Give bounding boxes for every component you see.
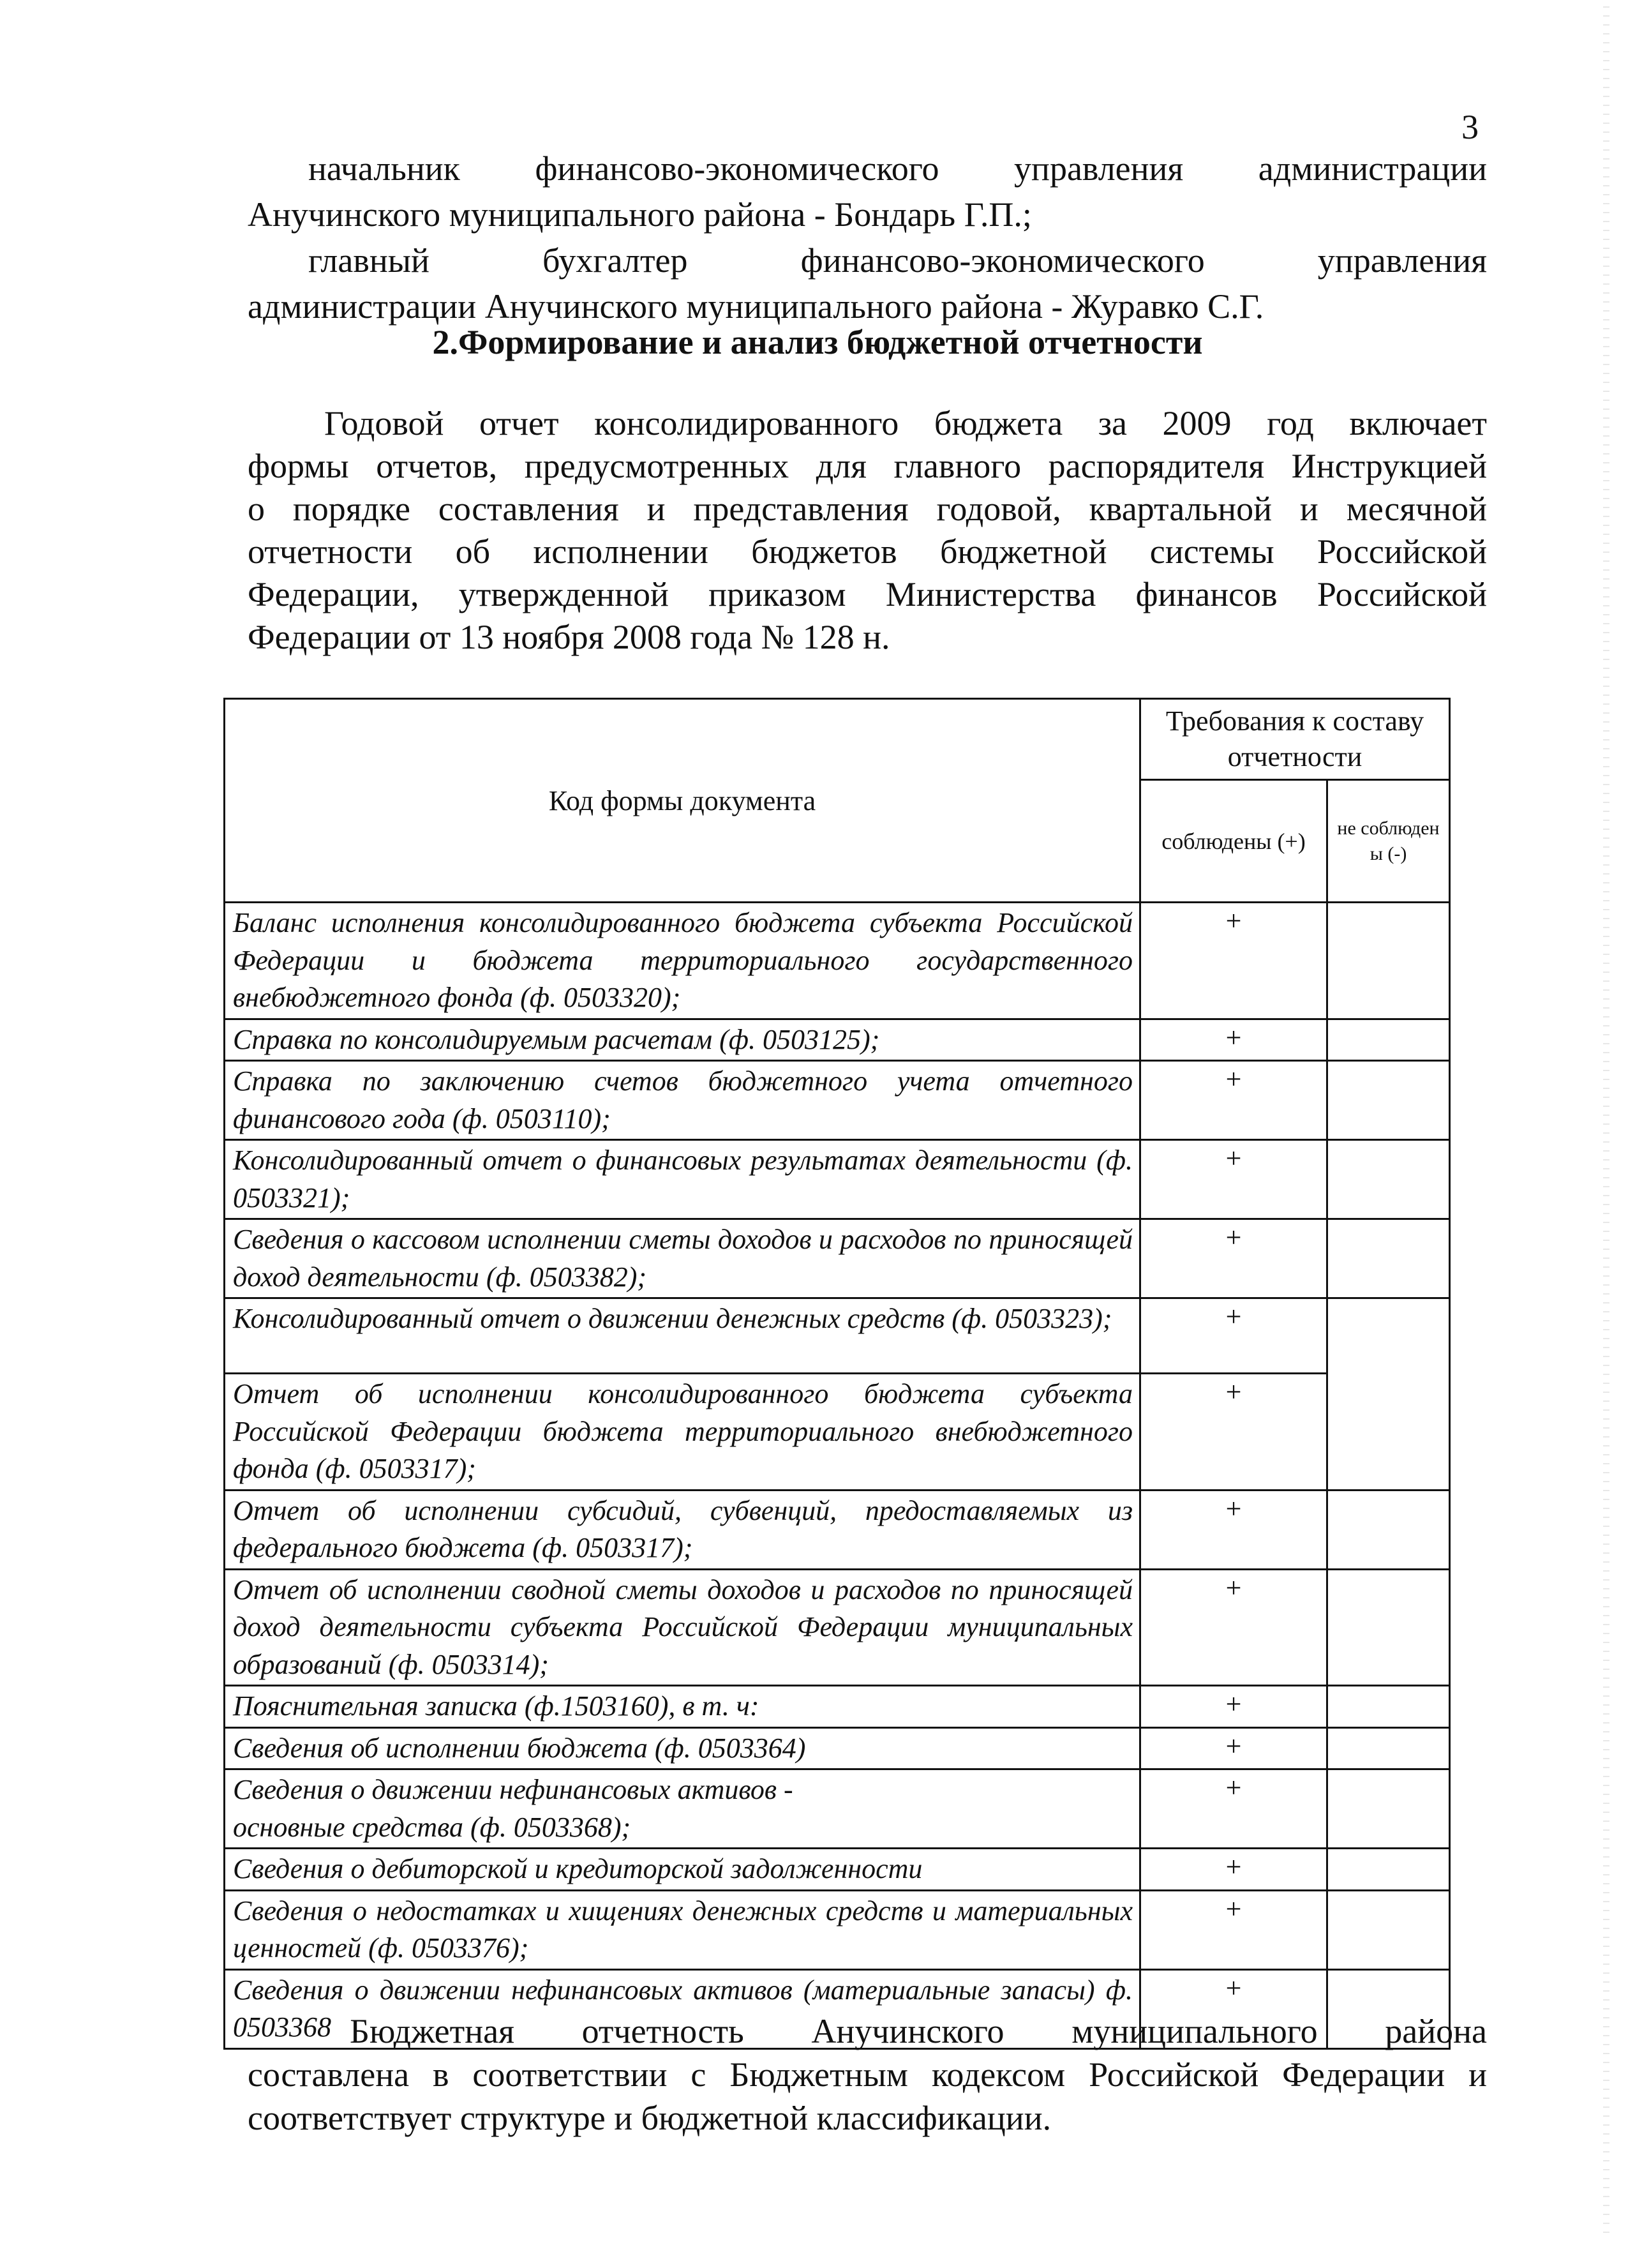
complied-mark: +	[1140, 1019, 1327, 1061]
form-name: Сведения о движении нефинансовых активов (материальные запасы) ф. 0503368	[225, 1969, 1140, 2048]
table-row	[225, 1019, 1450, 1061]
signatories-block	[248, 146, 1487, 329]
table-row	[225, 1849, 1450, 1891]
table-row	[225, 1769, 1450, 1849]
complied-mark: +	[1140, 1769, 1327, 1849]
complied-mark: +	[1140, 1374, 1327, 1491]
not-complied-mark	[1327, 1569, 1450, 1686]
intro-line: администрации Анучинского муниципального района - Журавко С.Г.	[248, 287, 1264, 326]
table-row	[225, 1727, 1450, 1769]
complied-mark: +	[1140, 1890, 1327, 1969]
form-name: Сведения о дебиторской и кредиторской задолженности	[225, 1849, 1140, 1891]
form-name: Отчет об исполнении сводной сметы доходов и расходов по приносящей доход деятельности субъекта Российской Федерации муниципальных образований (ф. 0503314);	[225, 1569, 1140, 1686]
complied-mark: +	[1140, 903, 1327, 1019]
not-complied-mark	[1327, 903, 1450, 1019]
intro-line: начальник финансово-экономического управления администрации	[308, 149, 1487, 188]
reporting-requirements-table	[223, 698, 1451, 2050]
section-heading: 2.Формирование и анализ бюджетной отчетности	[432, 323, 1203, 361]
complied-mark: +	[1140, 1569, 1327, 1686]
intro-line: Анучинского муниципального района - Бондарь Г.П.;	[248, 195, 1032, 234]
header-complied: соблюдены (+)	[1140, 780, 1327, 903]
paragraph-line: Федерации, утвержденной приказом Министерства финансов Российской	[248, 575, 1487, 613]
paragraph-line: Годовой отчет консолидированного бюджета за 2009 год включает	[324, 404, 1487, 442]
intro-line: главный бухгалтер финансово-экономического управления	[308, 241, 1487, 280]
table-row	[225, 1569, 1450, 1686]
table-row	[225, 1374, 1450, 1491]
table-row	[225, 1219, 1450, 1298]
table-row	[225, 1890, 1450, 1969]
not-complied-mark	[1327, 1890, 1450, 1969]
paragraph-line: соответствует структуре и бюджетной классификации.	[248, 2099, 1052, 2137]
complied-mark: +	[1140, 1140, 1327, 1219]
complied-mark: +	[1140, 1490, 1327, 1569]
header-form-code: Код формы документа	[225, 699, 1140, 903]
not-complied-mark	[1327, 1769, 1450, 1849]
page-number: 3	[1461, 108, 1479, 146]
conclusion-paragraph	[248, 2009, 1487, 2140]
not-complied-mark	[1327, 1727, 1450, 1769]
complied-mark: +	[1140, 1727, 1327, 1769]
form-name: Справка по консолидируемым расчетам (ф. 0503125);	[225, 1019, 1140, 1061]
table-row	[225, 1490, 1450, 1569]
form-name: Отчет об исполнении консолидированного бюджета субъекта Российской Федерации бюджета территориального внебюджетного фонда (ф. 0503317);	[225, 1374, 1140, 1491]
paragraph-line: составлена в соответствии с Бюджетным кодексом Российской Федерации и	[248, 2055, 1487, 2094]
complied-mark: +	[1140, 1849, 1327, 1891]
form-name: Консолидированный отчет о финансовых результатах деятельности (ф. 0503321);	[225, 1140, 1140, 1219]
complied-mark: +	[1140, 1061, 1327, 1140]
header-requirements: Требования к составу отчетности	[1140, 699, 1450, 780]
paragraph-line: Федерации от 13 ноября 2008 года № 128 н.	[248, 618, 890, 656]
table-row	[225, 1061, 1450, 1140]
not-complied-mark	[1327, 1686, 1450, 1728]
not-complied-mark	[1327, 1140, 1450, 1219]
form-name: Пояснительная записка (ф.1503160), в т. ч:	[225, 1686, 1140, 1728]
not-complied-mark	[1327, 1849, 1450, 1891]
paragraph-line: отчетности об исполнении бюджетов бюджетной системы Российской	[248, 532, 1487, 571]
not-complied-mark	[1327, 1219, 1450, 1298]
form-name: Справка по заключению счетов бюджетного учета отчетного финансового года (ф. 0503110);	[225, 1061, 1140, 1140]
paragraph-line: Бюджетная отчетность Анучинского муниципального района	[350, 2012, 1487, 2050]
not-complied-mark	[1327, 1298, 1450, 1491]
paragraph-line: о порядке составления и представления годовой, квартальной и месячной	[248, 490, 1487, 528]
form-name: Баланс исполнения консолидированного бюджета субъекта Российской Федерации и бюджета территориального государственного внебюджетного фонда (ф. 0503320);	[225, 903, 1140, 1019]
table-row	[225, 1298, 1450, 1374]
table-row	[225, 1686, 1450, 1728]
complied-mark: +	[1140, 1298, 1327, 1374]
paragraph-line: формы отчетов, предусмотренных для главного распорядителя Инструкцией	[248, 447, 1487, 485]
complied-mark: +	[1140, 1219, 1327, 1298]
complied-mark: +	[1140, 1686, 1327, 1728]
not-complied-mark	[1327, 1490, 1450, 1569]
not-complied-mark	[1327, 1019, 1450, 1061]
complied-mark: +	[1140, 1969, 1327, 2048]
form-name: Сведения о движении нефинансовых активов - основные средства (ф. 0503368);	[225, 1769, 1140, 1849]
header-not-complied: не соблюден ы (-)	[1327, 780, 1450, 903]
form-name: Консолидированный отчет о движении денежных средств (ф. 0503323);	[225, 1298, 1140, 1374]
form-name: Сведения о кассовом исполнении сметы доходов и расходов по приносящей доход деятельности (ф. 0503382);	[225, 1219, 1140, 1298]
form-name: Сведения о недостатках и хищениях денежных средств и материальных ценностей (ф. 0503376);	[225, 1890, 1140, 1969]
table-row	[225, 903, 1450, 1019]
form-name: Отчет об исполнении субсидий, субвенций, предоставляемых из федерального бюджета (ф. 0503317);	[225, 1490, 1140, 1569]
form-name: Сведения об исполнении бюджета (ф. 0503364)	[225, 1727, 1140, 1769]
table-row	[225, 1140, 1450, 1219]
intro-paragraph	[248, 402, 1487, 659]
not-complied-mark	[1327, 1061, 1450, 1140]
